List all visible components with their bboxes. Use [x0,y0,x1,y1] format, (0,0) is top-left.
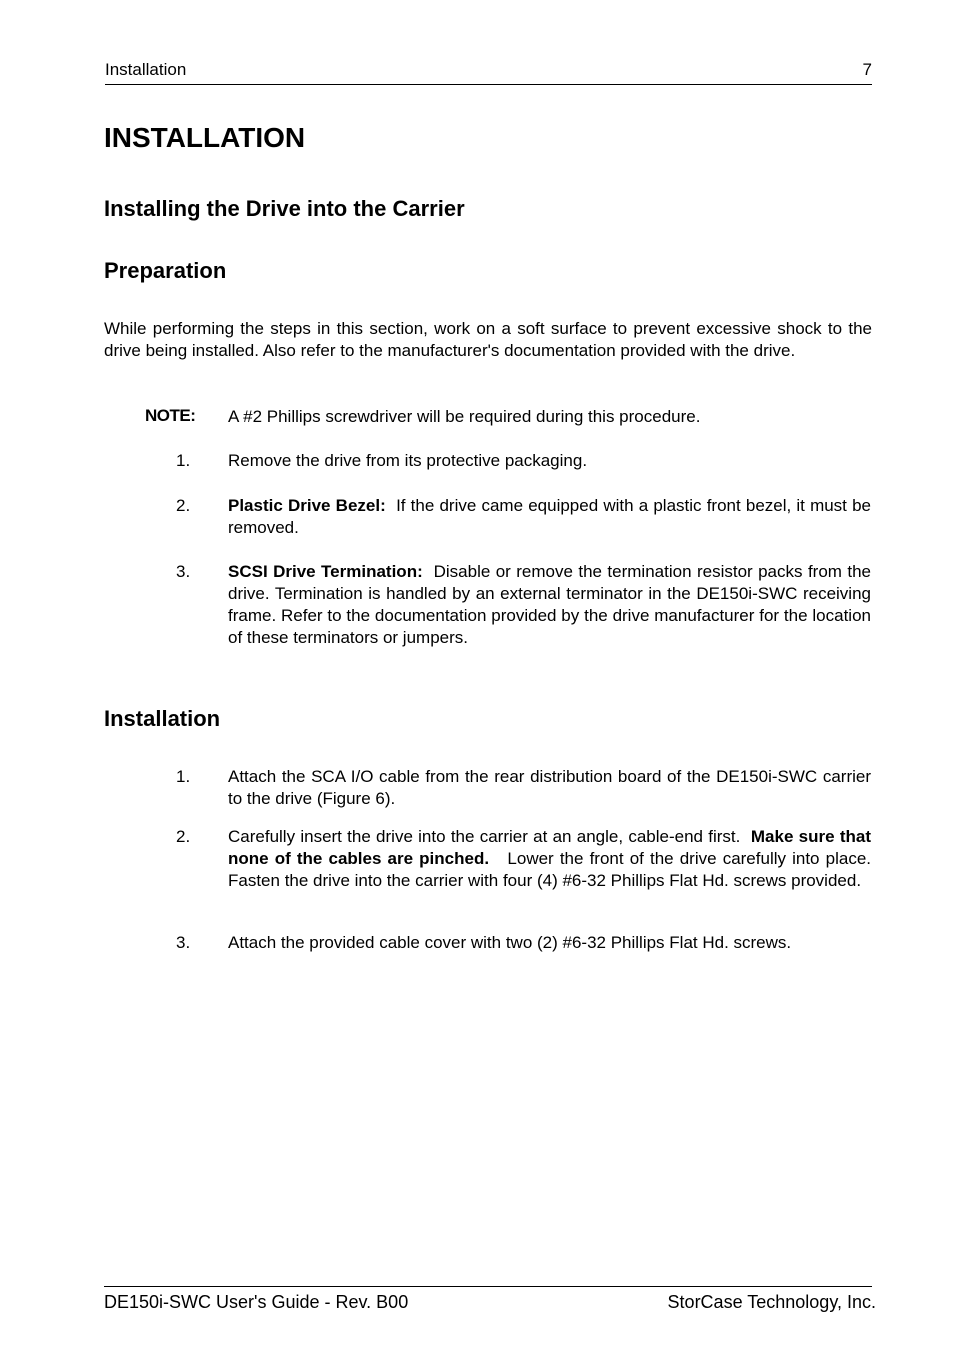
prep-step-number: 2. [176,496,191,515]
prep-step-number: 1. [176,451,191,470]
prep-step-bold-label: SCSI Drive Termination: [228,562,423,581]
prep-step-body: Disable or remove the termination resistor packs from the drive. Termination is handled by an external terminator in the DE150i-SWC receiving frame. Refer to the documentation provided by the drive manufacturer for the location of these terminators or jumpers. [228,562,871,647]
footer-guide-title: DE150i-SWC User's Guide - Rev. B00 [104,1292,409,1312]
prep-step-number: 3. [176,562,191,581]
install-step-body: Lower the front of the drive carefully into place. Fasten the drive into the carrier with four (4) #6-32 Phillips Flat Hd. screws provided. [228,849,871,890]
install-step-number: 2. [176,827,191,846]
prep-step-text [228,495,871,539]
install-step-text: Attach the provided cable cover with two (2) #6-32 Phillips Flat Hd. screws. [228,933,792,952]
prep-step-bold-label: Plastic Drive Bezel: [228,496,386,515]
install-step-number: 1. [176,767,191,786]
install-step-number: 3. [176,933,191,952]
note-text: A #2 Phillips screwdriver will be required during this procedure. [228,407,701,426]
install-step-text: Attach the SCA I/O cable from the rear distribution board of the DE150i-SWC carrier to the drive (Figure 6). [228,767,871,808]
page-header [105,58,872,85]
install-step-text [228,826,871,892]
footer-company: StorCase Technology, Inc. [667,1292,876,1312]
prep-step-text: Remove the drive from its protective packaging. [228,451,588,470]
install-step-warning: Make sure that none of the cables are pinched. [228,827,871,868]
page-footer [104,1286,876,1317]
subsection-heading: Installing the Drive into the Carrier [104,196,465,221]
installation-heading: Installation [104,706,221,731]
prep-step-text [228,561,871,649]
header-section-title: Installation [105,60,187,79]
page-number: 7 [862,60,872,79]
prep-step-body: If the drive came equipped with a plastic front bezel, it must be removed. [228,496,871,537]
preparation-heading: Preparation [104,258,227,283]
install-step-body: Carefully insert the drive into the carrier at an angle, cable-end first. [228,827,741,846]
page-title: INSTALLATION [104,122,306,153]
preparation-intro: While performing the steps in this section, work on a soft surface to prevent excessive shock to the drive being installed. Also refer to the manufacturer's documentation provided with the drive. [104,319,872,360]
note-label: NOTE: [145,406,196,425]
